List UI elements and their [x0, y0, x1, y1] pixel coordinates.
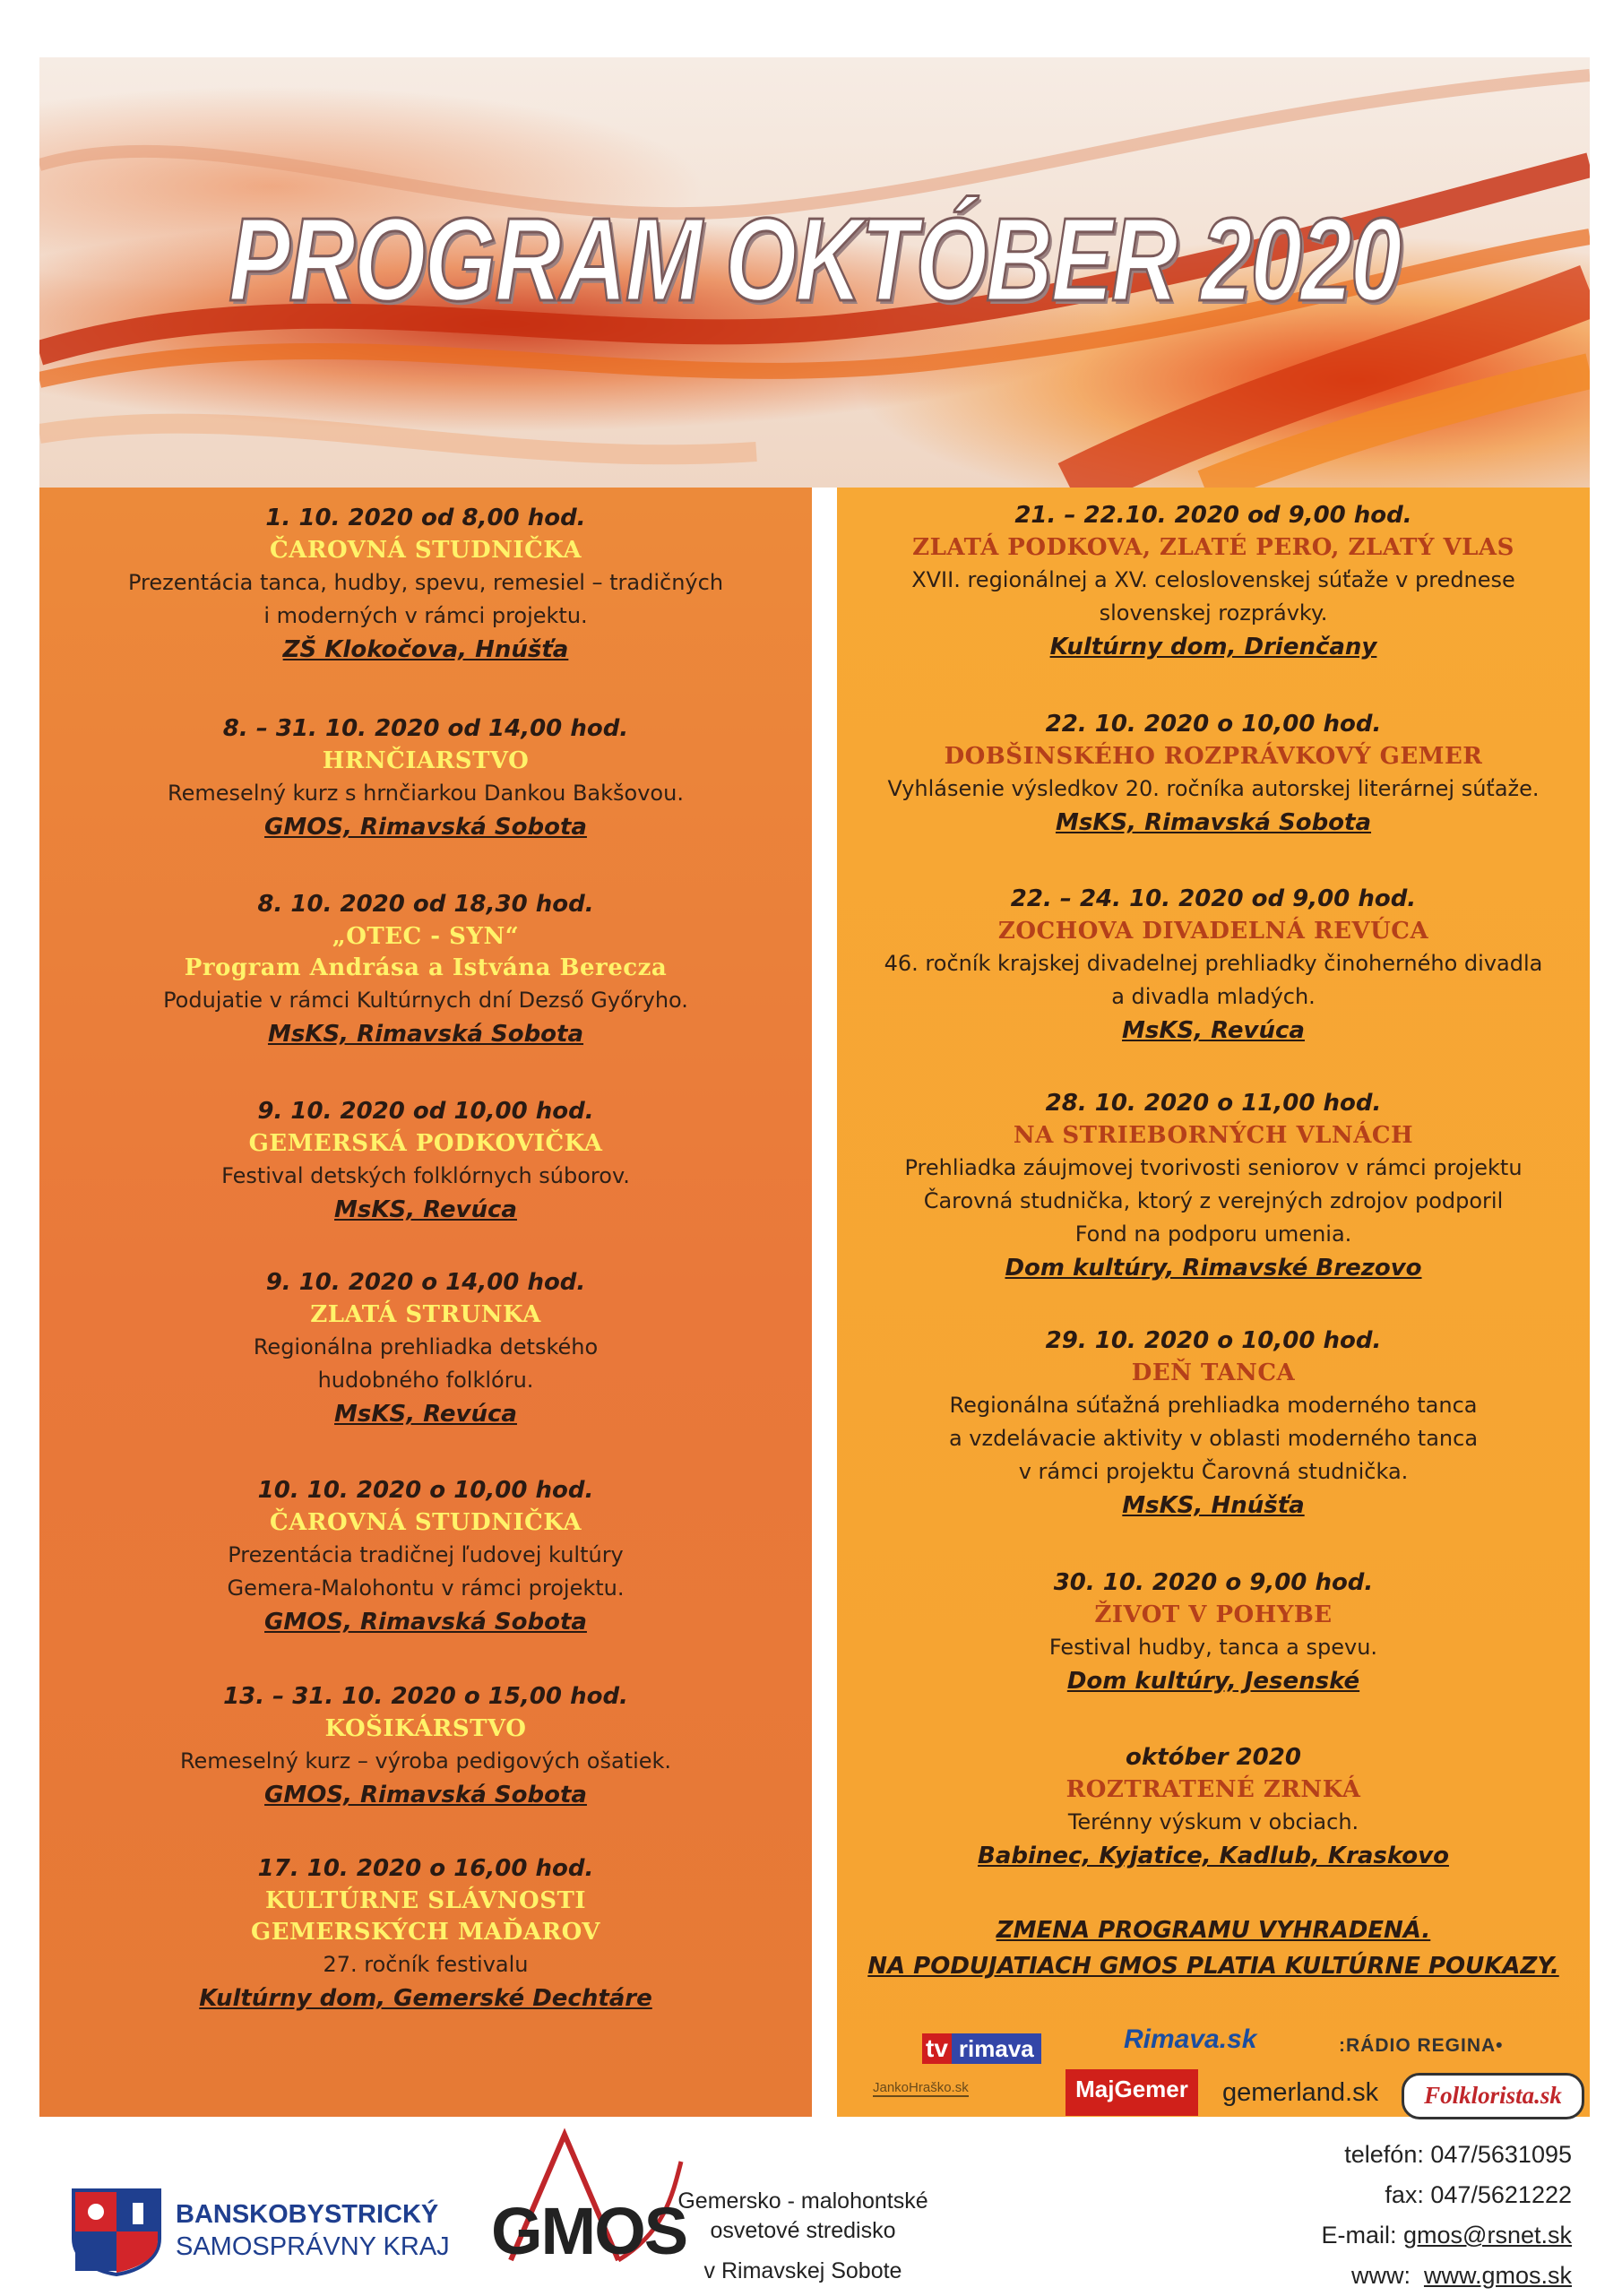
event-description: Čarovná studnička, ktorý z verejných zdrojov podporil: [923, 1188, 1504, 1213]
tv-rimava-logo: tv rimava: [922, 2033, 1041, 2064]
event-date: 30. 10. 2020 o 9,00 hod.: [1053, 1569, 1374, 1596]
org-line2: osvetové stredisko: [710, 2218, 896, 2243]
event-description: Prezentácia tradičnej ľudovej kultúry: [228, 1542, 624, 1567]
event-name: ROZTRATENÉ ZRNKÁ: [1066, 1776, 1361, 1803]
event-description: Regionálna súťažná prehliadka moderného tanca: [949, 1393, 1478, 1418]
event-date: 17. 10. 2020 o 16,00 hod.: [257, 1855, 594, 1882]
event-name: ČAROVNÁ STUDNIČKA: [269, 1509, 582, 1536]
event-date: 8. – 31. 10. 2020 od 14,00 hod.: [222, 715, 629, 742]
event-description: Prehliadka záujmovej tvorivosti seniorov v rámci projektu: [904, 1155, 1523, 1180]
event-name: ZLATÁ STRUNKA: [310, 1301, 541, 1328]
email-link[interactable]: gmos@rsnet.sk: [1403, 2222, 1572, 2249]
region-name-line2: SAMOSPRÁVNY KRAJ: [176, 2232, 450, 2261]
event-name: KULTÚRNE SLÁVNOSTI: [265, 1887, 586, 1914]
event-item: [39, 1094, 812, 1227]
event-item: [39, 712, 812, 844]
event-name: ŽIVOT V POHYBE: [1094, 1601, 1333, 1628]
event-description: i moderných v rámci projektu.: [263, 603, 588, 628]
organization-name: [677, 2187, 928, 2286]
event-venue: Babinec, Kyjatice, Kadlub, Kraskovo: [978, 1843, 1449, 1869]
event-venue: MsKS, Revúca: [334, 1401, 517, 1428]
page-title: PROGRAM OKTÓBER 2020: [229, 194, 1401, 325]
event-description: Festival detských folklórnych súborov.: [221, 1163, 630, 1188]
org-line3: v Rimavskej Sobote: [703, 2258, 902, 2283]
header-banner: [39, 57, 1590, 488]
event-venue: Kultúrny dom, Drienčany: [1049, 634, 1377, 660]
event-item: [837, 707, 1590, 840]
region-name-line1: BANSKOBYSTRICKÝ: [176, 2200, 439, 2229]
event-venue: MsKS, Rimavská Sobota: [1055, 809, 1372, 836]
event-name: DOBŠINSKÉHO ROZPRÁVKOVÝ GEMER: [944, 743, 1483, 770]
event-venue: MsKS, Rimavská Sobota: [267, 1021, 584, 1048]
event-description: Remeselný kurz – výroba pedigových ošatiek.: [179, 1748, 672, 1774]
event-name: GEMERSKÁ PODKOVIČKA: [248, 1130, 603, 1157]
event-item: [837, 1086, 1590, 1285]
event-date: 9. 10. 2020 o 14,00 hod.: [265, 1269, 586, 1296]
event-venue: MsKS, Revúca: [1122, 1017, 1305, 1044]
folklorista-logo: Folklorista.sk: [1402, 2073, 1584, 2119]
event-description: a vzdelávacie aktivity v oblasti moderného tanca: [948, 1426, 1479, 1451]
gemerland-logo: gemerland.sk: [1222, 2078, 1379, 2107]
event-date: 1. 10. 2020 od 8,00 hod.: [265, 505, 586, 531]
event-venue: GMOS, Rimavská Sobota: [264, 814, 587, 841]
contact-fax: fax: 047/5621222: [1385, 2181, 1572, 2208]
contact-www-row: [1322, 2256, 1572, 2296]
event-description: Fond na podporu umenia.: [1074, 1221, 1352, 1247]
event-description: v rámci projektu Čarovná studnička.: [1018, 1459, 1409, 1484]
event-description: 27. ročník festivalu: [323, 1952, 529, 1977]
event-venue: ZŠ Klokočova, Hnúšťa: [282, 636, 569, 663]
event-name: NA STRIEBORNÝCH VLNÁCH: [1013, 1122, 1414, 1149]
right-program-column: [837, 488, 1590, 2117]
event-item: [39, 1851, 812, 2015]
event-description: Festival hudby, tanca a spevu.: [1048, 1635, 1378, 1660]
event-venue: Dom kultúry, Jesenské: [1066, 1668, 1360, 1695]
culture-voucher-notice: NA PODUJATIACH GMOS PLATIA KULTÚRNE POUKAZY.: [867, 1953, 1559, 1980]
event-venue: Kultúrny dom, Gemerské Dechtáre: [199, 1985, 652, 2012]
event-venue: Dom kultúry, Rimavské Brezovo: [1005, 1255, 1422, 1282]
event-date: 9. 10. 2020 od 10,00 hod.: [257, 1098, 594, 1125]
contact-block: [1322, 2135, 1572, 2296]
sponsor-logos: [837, 2007, 1590, 2117]
event-venue: MsKS, Hnúšťa: [1122, 1492, 1305, 1519]
event-name-subtitle: Program Andrása a Istvána Berecza: [184, 954, 668, 981]
event-item: [39, 1473, 812, 1639]
program-change-notice: ZMENA PROGRAMU VYHRADENÁ.: [996, 1917, 1431, 1944]
notice-block: [837, 1912, 1590, 1984]
event-name: „OTEC - SYN“: [332, 923, 520, 950]
event-description: Podujatie v rámci Kultúrnych dní Dezső Győryho.: [163, 988, 688, 1013]
event-date: 29. 10. 2020 o 10,00 hod.: [1045, 1327, 1382, 1354]
event-name: DEŇ TANCA: [1131, 1359, 1296, 1386]
event-item: [837, 1740, 1590, 1873]
event-venue: GMOS, Rimavská Sobota: [264, 1782, 587, 1808]
event-name: KOŠIKÁRSTVO: [324, 1715, 527, 1742]
event-item: [39, 1679, 812, 1812]
event-date: 28. 10. 2020 o 11,00 hod.: [1045, 1090, 1382, 1117]
event-item: [39, 1265, 812, 1431]
event-description: Vyhlásenie výsledkov 20. ročníka autorskej literárnej súťaže.: [887, 776, 1540, 801]
event-item: [837, 882, 1590, 1048]
gmos-logo: GMOS: [491, 2194, 687, 2268]
region-coat-of-arms-icon: [70, 2187, 163, 2276]
janko-hrasko-logo: JankoHraško.sk: [873, 2080, 969, 2095]
event-venue: MsKS, Revúca: [334, 1196, 517, 1223]
event-name: ČAROVNÁ STUDNIČKA: [269, 537, 582, 564]
event-date: 22. 10. 2020 o 10,00 hod.: [1045, 711, 1382, 738]
org-line1: Gemersko - malohontské: [677, 2188, 928, 2214]
event-description: slovenskej rozprávky.: [1099, 600, 1328, 626]
event-item: [39, 501, 812, 667]
event-date: 13. – 31. 10. 2020 o 15,00 hod.: [223, 1683, 628, 1710]
event-description: a divadla mladých.: [1111, 984, 1316, 1009]
event-description: hudobného folklóru.: [317, 1368, 534, 1393]
left-program-column: [39, 488, 812, 2117]
event-description: Remeselný kurz s hrnčiarkou Dankou Bakšovou.: [168, 781, 684, 806]
maj-gemer-logo: MajGemer: [1066, 2069, 1198, 2116]
event-date: 22. – 24. 10. 2020 od 9,00 hod.: [1010, 885, 1417, 912]
rimava-sk-logo: Rimava.sk: [1124, 2024, 1257, 2054]
www-label: www:: [1350, 2262, 1424, 2289]
radio-regina-logo: :RÁDIO REGINA•: [1339, 2035, 1504, 2056]
event-name: ZLATÁ PODKOVA, ZLATÉ PERO, ZLATÝ VLAS: [912, 534, 1514, 561]
event-date: 10. 10. 2020 o 10,00 hod.: [257, 1477, 594, 1504]
website-link[interactable]: www.gmos.sk: [1423, 2262, 1572, 2289]
event-item: [837, 498, 1590, 664]
event-name: HRNČIARSTVO: [322, 747, 530, 774]
event-description: Regionálna prehliadka detského: [253, 1334, 599, 1359]
event-description: XVII. regionálnej a XV. celoslovenskej súťaže v prednese: [911, 567, 1515, 592]
event-name-subtitle: GEMERSKÝCH MAĎAROV: [251, 1919, 600, 1946]
email-label: E-mail:: [1321, 2222, 1404, 2249]
contact-email-row: [1322, 2215, 1572, 2256]
event-item: [837, 1566, 1590, 1698]
event-item: [39, 887, 812, 1051]
event-date: 8. 10. 2020 od 18,30 hod.: [257, 891, 594, 918]
event-description: 46. ročník krajskej divadelnej prehliadky činoherného divadla: [884, 951, 1543, 976]
event-item: [837, 1324, 1590, 1523]
event-venue: GMOS, Rimavská Sobota: [264, 1609, 587, 1636]
event-description: Prezentácia tanca, hudby, spevu, remesiel – tradičných: [127, 570, 724, 595]
event-date: október 2020: [1126, 1744, 1301, 1771]
event-description: Terénny výskum v obciach.: [1067, 1809, 1359, 1834]
event-name: ZOCHOVA DIVADELNÁ REVÚCA: [997, 918, 1429, 945]
event-date: 21. – 22.10. 2020 od 9,00 hod.: [1014, 502, 1412, 529]
event-description: Gemera-Malohontu v rámci projektu.: [227, 1575, 625, 1601]
contact-phone: telefón: 047/5631095: [1344, 2141, 1572, 2168]
